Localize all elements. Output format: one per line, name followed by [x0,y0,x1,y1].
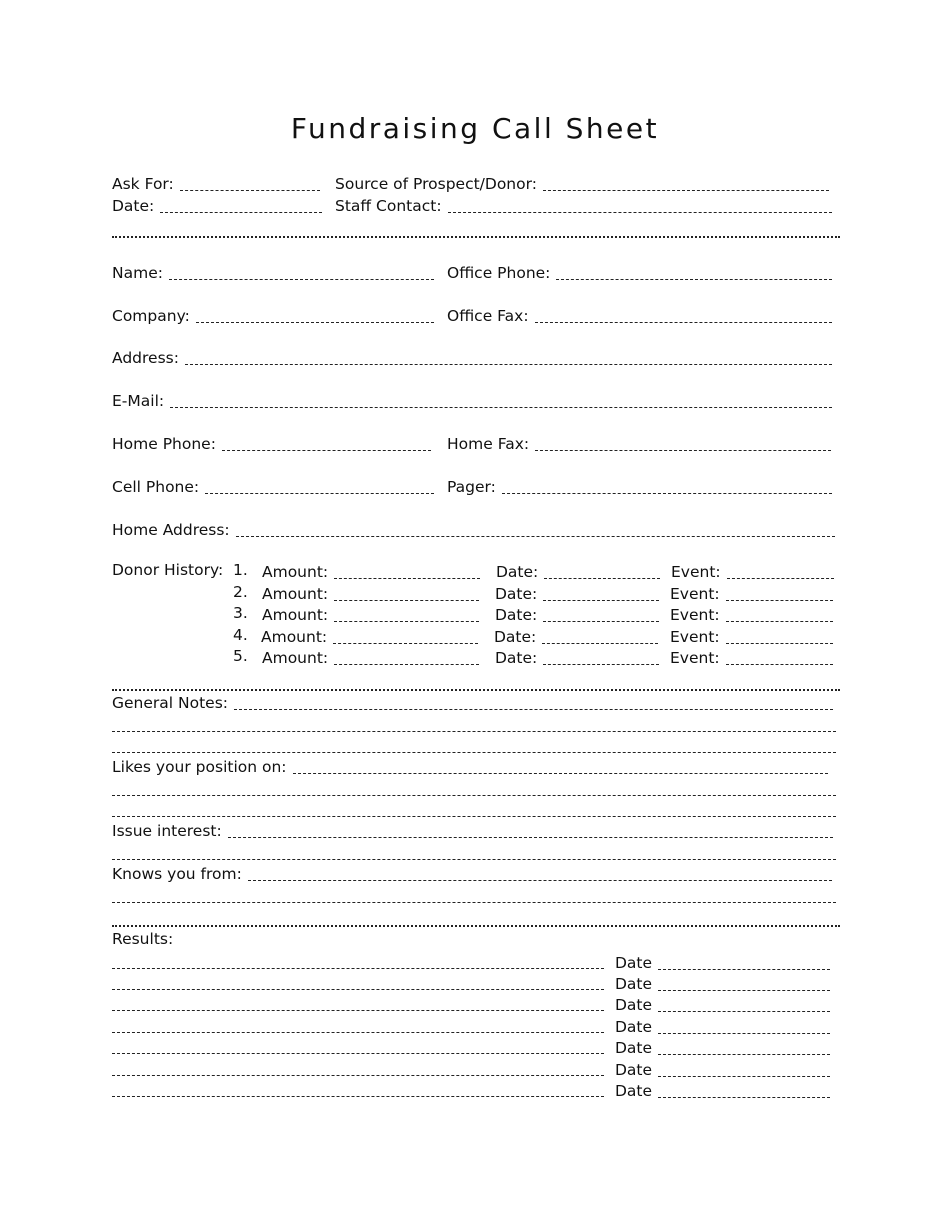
event-field[interactable] [670,582,833,604]
office-phone-field[interactable] [447,261,832,283]
row-number: 4. [233,626,248,644]
row-number: 2. [233,583,248,601]
name-label: Name: [112,264,163,282]
issue-interest-line[interactable] [112,859,836,860]
result-date-field[interactable] [615,1036,830,1058]
address-field[interactable] [112,346,832,368]
amount-field[interactable] [262,646,479,668]
staff-contact-field[interactable] [335,194,832,216]
result-date-field[interactable] [615,1058,830,1080]
home-address-field[interactable] [112,518,835,540]
result-line[interactable] [112,1096,604,1097]
result-date-label: Date [615,996,653,1014]
home-phone-field[interactable] [112,432,431,454]
event-field[interactable] [670,625,833,647]
general-notes-label: General Notes: [112,694,229,712]
history-date-label: Date: [495,606,538,624]
issue-interest-label: Issue interest: [112,822,222,840]
result-date-label: Date [615,1082,653,1100]
result-line[interactable] [112,1032,604,1033]
source-label: Source of Prospect/Donor: [335,175,537,193]
date-field[interactable] [112,194,322,216]
history-date-label: Date: [494,628,537,646]
ask-for-label: Ask For: [112,175,174,193]
home-fax-field[interactable] [447,432,831,454]
event-label: Event: [670,606,720,624]
amount-label: Amount: [262,649,329,667]
likes-position-label: Likes your position on: [112,758,287,776]
knows-you-from-field[interactable] [112,862,832,884]
result-line[interactable] [112,1010,604,1011]
ask-for-field[interactable] [112,172,320,194]
home-phone-label: Home Phone: [112,435,216,453]
result-line[interactable] [112,1053,604,1054]
office-fax-field[interactable] [447,304,832,326]
amount-label: Amount: [262,606,329,624]
event-field[interactable] [670,646,833,668]
likes-position-line[interactable] [112,816,836,817]
amount-label: Amount: [262,563,329,581]
section-divider [112,236,840,238]
amount-field[interactable] [262,582,479,604]
amount-field[interactable] [262,560,480,582]
result-date-field[interactable] [615,993,830,1015]
history-date-field[interactable] [494,625,658,647]
source-field[interactable] [335,172,829,194]
row-number: 5. [233,647,248,665]
row-number: 1. [233,561,248,579]
result-date-field[interactable] [615,972,830,994]
history-date-field[interactable] [495,582,659,604]
knows-you-from-line[interactable] [112,902,836,903]
cell-phone-label: Cell Phone: [112,478,200,496]
result-line[interactable] [112,989,604,990]
amount-label: Amount: [261,628,328,646]
result-line[interactable] [112,1075,604,1076]
history-date-label: Date: [495,649,538,667]
pager-label: Pager: [447,478,496,496]
result-line[interactable] [112,968,604,969]
event-label: Event: [670,628,720,646]
history-date-label: Date: [496,563,539,581]
amount-label: Amount: [262,585,329,603]
history-date-field[interactable] [495,646,659,668]
general-notes-field[interactable] [112,691,833,713]
history-date-field[interactable] [495,603,659,625]
office-fax-label: Office Fax: [447,307,529,325]
result-date-field[interactable] [615,1015,830,1037]
home-address-label: Home Address: [112,521,230,539]
name-field[interactable] [112,261,434,283]
office-phone-label: Office Phone: [447,264,551,282]
result-date-label: Date [615,1061,653,1079]
result-date-label: Date [615,975,653,993]
date-label: Date: [112,197,155,215]
section-divider [112,925,840,927]
email-label: E-Mail: [112,392,165,410]
company-label: Company: [112,307,190,325]
event-label: Event: [671,563,721,581]
event-label: Event: [670,649,720,667]
cell-phone-field[interactable] [112,475,434,497]
home-fax-label: Home Fax: [447,435,530,453]
likes-position-field[interactable] [112,755,828,777]
pager-field[interactable] [447,475,832,497]
company-field[interactable] [112,304,434,326]
donor-history-label: Donor History: [112,561,224,579]
result-date-field[interactable] [615,1079,830,1101]
amount-field[interactable] [262,603,479,625]
result-date-field[interactable] [615,951,830,973]
event-label: Event: [670,585,720,603]
history-date-field[interactable] [496,560,660,582]
page-title: Fundraising Call Sheet [290,112,660,145]
results-label: Results: [112,930,174,948]
result-date-label: Date [615,1039,653,1057]
result-date-label: Date [615,954,653,972]
event-field[interactable] [670,603,833,625]
address-label: Address: [112,349,179,367]
email-field[interactable] [112,389,832,411]
staff-contact-label: Staff Contact: [335,197,442,215]
issue-interest-field[interactable] [112,819,833,841]
general-notes-line[interactable] [112,752,836,753]
result-date-label: Date [615,1018,653,1036]
likes-position-line[interactable] [112,795,836,796]
knows-you-from-label: Knows you from: [112,865,242,883]
amount-field[interactable] [261,625,478,647]
general-notes-line[interactable] [112,731,836,732]
history-date-label: Date: [495,585,538,603]
event-field[interactable] [671,560,834,582]
row-number: 3. [233,604,248,622]
